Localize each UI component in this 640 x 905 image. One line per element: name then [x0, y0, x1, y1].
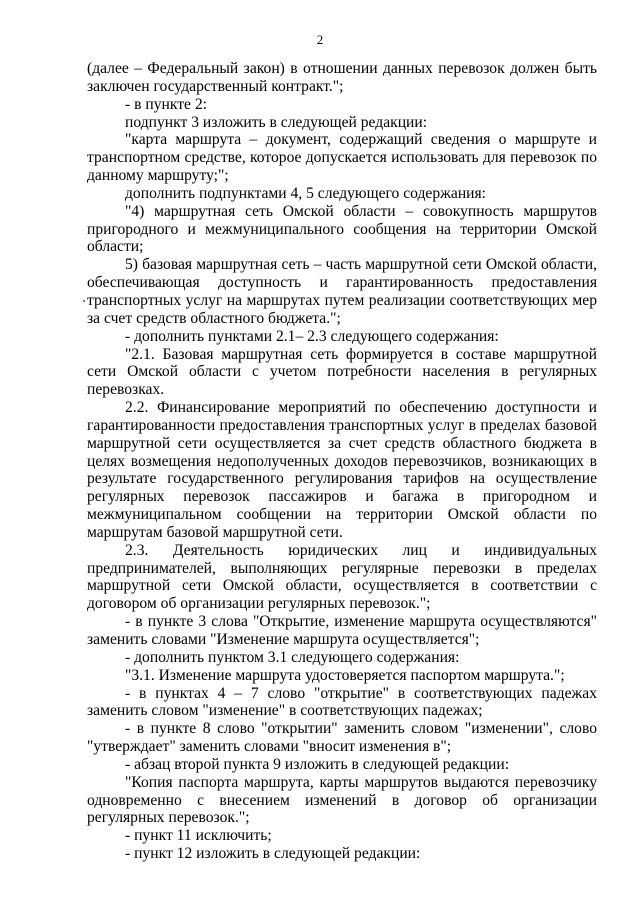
- paragraph: - пункт 12 изложить в следующей редакции:: [125, 845, 421, 863]
- paragraph: 2.3. Деятельность юридических лиц и индивидуальных предпринимателей, выполняющих регулярные перевозки в пределах маршрутной сети Омской области, осуществляется в соответствии с договором об организации регулярных перевозок.";: [87, 541, 597, 613]
- paragraph: - в пункте 8 слово "открытии" заменить словом "изменении", слово "утверждает" заменить словами "вносит изменения в";: [87, 720, 597, 756]
- page-number: 2: [316, 32, 324, 47]
- paragraph: (далее – Федеральный закон) в отношении данных перевозок должен быть заключен государственный контракт.";: [87, 60, 597, 95]
- paragraph: - дополнить пунктами 2.1– 2.3 следующего содержания:: [125, 327, 499, 345]
- paragraph: дополнить подпунктами 4, 5 следующего содержания:: [125, 184, 487, 202]
- paragraph: "4) маршрутная сеть Омской области – совокупность маршрутов пригородного и межмуниципального сообщения на территории Омской области;: [87, 202, 597, 256]
- document-body: [87, 60, 597, 863]
- paragraph: - в пунктах 4 – 7 слово "открытие" в соответствующих падежах заменить словом "изменение" в соответствующих падежах;: [87, 684, 597, 720]
- paragraph: - пункт 11 исключить;: [125, 827, 272, 845]
- paragraph: "Копия паспорта маршрута, карты маршрутов выдаются перевозчику одновременно с внесением изменений в договор об организации регулярных перевозок.";: [87, 773, 597, 827]
- paragraph: подпункт 3 изложить в следующей редакции:: [125, 113, 428, 131]
- paragraph: 2.2. Финансирование мероприятий по обеспечению доступности и гарантированности предоставления транспортных услуг в пределах базовой маршрутной сети осуществляется за счет средств областного бюджета в целях возмещения недополученных доходов перевозчиков, возникающих в результате государственного регулирования тарифов на осуществление регулярных перевозок пассажиров и багажа в пригородном и межмуниципальном сообщении на территории Омской области по маршрутам базовой маршрутной сети.: [87, 399, 597, 541]
- paragraph: - дополнить пунктом 3.1 следующего содержания:: [125, 648, 460, 666]
- paragraph: "карта маршрута – документ, содержащий сведения о маршруте и транспортном средстве, которое допускается использовать для перевозок по данному маршруту;";: [87, 131, 597, 185]
- paragraph: "2.1. Базовая маршрутная сеть формируется в составе маршрутной сети Омской области с учетом потребности населения в регулярных перевозках.: [87, 345, 597, 399]
- paragraph: - абзац второй пункта 9 изложить в следующей редакции:: [125, 755, 510, 773]
- paragraph: 5) базовая маршрутная сеть – часть маршрутной сети Омской области, обеспечивающая доступность и гарантированность предоставления транспортных услуг на маршрутах путем реализации соответствующих мер за счет средств областного бюджета.";: [87, 256, 597, 327]
- paragraph: "3.1. Изменение маршрута удостоверяется паспортом маршрута.";: [125, 666, 565, 684]
- paragraph: - в пункте 3 слова "Открытие, изменение маршрута осуществляются" заменить словами "Изменение маршрута осуществляется";: [87, 613, 597, 648]
- paragraph: - в пункте 2:: [125, 95, 207, 113]
- scan-speck: [83, 300, 85, 302]
